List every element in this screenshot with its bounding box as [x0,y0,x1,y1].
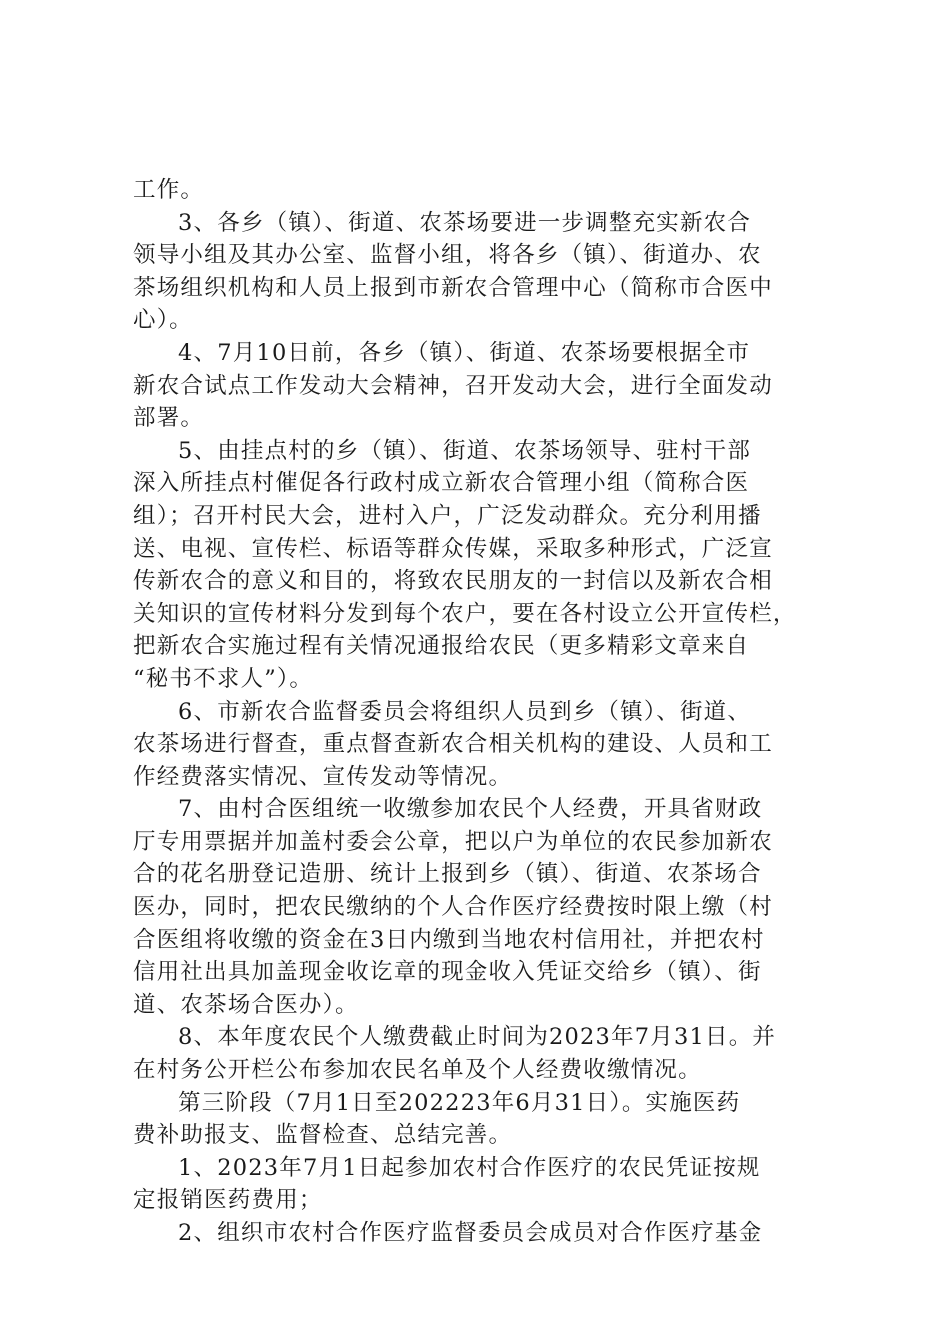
text-line: 领导小组及其办公室、监督小组，将各乡（镇）、街道办、农 [133,242,762,269]
text-line: 在村务公开栏公布参加农民名单及个人经费收缴情况。 [133,1057,702,1084]
text-line: “秘书不求人”）。 [133,665,314,692]
text-line: 6、市新农合监督委员会将组织人员到乡（镇）、街道、 [178,698,752,725]
text-line: 组）；召开村民大会，进村入户，广泛发动群众。充分利用播 [133,502,762,529]
text-line: 新农合试点工作发动大会精神，召开发动大会，进行全面发动 [133,372,773,399]
text-line: 3、各乡（镇）、街道、农茶场要进一步调整充实新农合 [178,209,752,236]
text-line: 7、由村合医组统一收缴参加农民个人经费，开具省财政 [178,796,763,823]
text-line: 传新农合的意义和目的，将致农民朋友的一封信以及新农合相 [133,568,773,595]
text-line: 费补助报支、监督检查、总结完善。 [133,1122,513,1149]
text-line: 5、由挂点村的乡（镇）、街道、农茶场领导、驻村干部 [178,437,752,464]
text-line: 关知识的宣传材料分发到每个农户，要在各村设立公开宣传栏， [133,600,797,627]
text-line: 茶场组织机构和人员上报到市新农合管理中心（简称市合医中 [133,274,773,301]
text-line: 深入所挂点村催促各行政村成立新农合管理小组（简称合医 [133,470,750,497]
document-body [133,174,823,1250]
text-line: 8、本年度农民个人缴费截止时间为2023年7月31日。并 [178,1024,777,1051]
text-line: 合医组将收缴的资金在3日内缴到当地农村信用社，并把农村 [133,926,765,953]
text-line: 心）。 [133,307,193,334]
text-line: 厅专用票据并加盖村委会公章，把以户为单位的农民参加新农 [133,828,773,855]
text-line: 医办，同时，把农民缴纳的个人合作医疗经费按时限上缴（村 [133,894,773,921]
text-line: 道、农茶场合医办）。 [133,991,359,1018]
text-line: 工作。 [133,177,205,203]
text-line: 作经费落实情况、宣传发动等情况。 [133,763,513,790]
text-line: 合的花名册登记造册、统计上报到乡（镇）、街道、农茶场合 [133,861,762,888]
text-line: 4、7月10日前，各乡（镇）、街道、农茶场要根据全市 [178,339,751,366]
text-line: 农茶场进行督查，重点督查新农合相关机构的建设、人员和工 [133,731,773,758]
text-line: 定报销医药费用； [133,1187,323,1214]
text-line: 第三阶段（7月1日至202223年6月31日）。实施医药 [178,1089,741,1116]
text-line: 1、2023年7月1日起参加农村合作医疗的农民凭证按规 [178,1154,761,1181]
text-line: 2、组织市农村合作医疗监督委员会成员对合作医疗基金 [178,1220,763,1246]
text-line: 部署。 [133,405,205,432]
text-line: 送、电视、宣传栏、标语等群众传媒，采取多种形式，广泛宣 [133,535,773,562]
text-line: 把新农合实施过程有关情况通报给农民（更多精彩文章来自 [133,633,750,660]
text-line: 信用社出具加盖现金收讫章的现金收入凭证交给乡（镇）、街 [133,959,762,986]
